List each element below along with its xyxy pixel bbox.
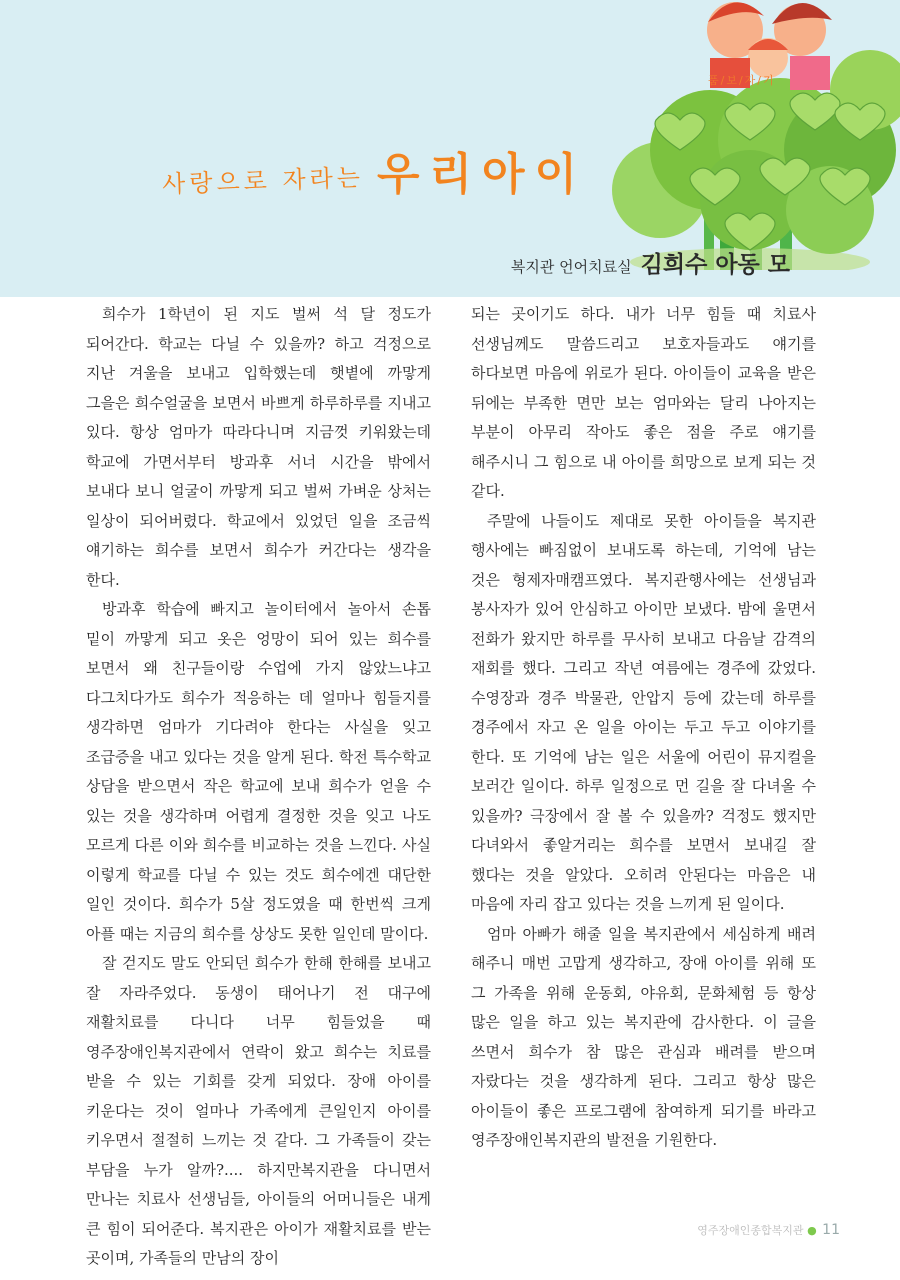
article-title <box>162 138 587 202</box>
paragraph: 주말에 나들이도 제대로 못한 아이들을 복지관 행사에는 빠짐없이 보내도록 하는데, 기억에 남는 것은 형제자매캠프였다. 복지관행사에는 선생님과 봉사자가 있어 안심하고 아이만 보냈다. 밤에 울면서 전화가 왔지만 하루를 무사히 보내고 다음날 감격의 재회를 했다. 그리고 작년 여름에는 경주에 갔었다. 수영장과 경주 박물관, 안압지 등에 갔는데 하루를 경주에서 자고 온 일을 아이는 두고 두고 이야기를 한다. 또 기억에 남는 일은 서울에 어린이 뮤지컬을 보러간 일이다. 하루 일정으로 먼 길을 잘 다녀올 수 있을까? 극장에서 잘 볼 수 있을까? 걱정도 했지만 다녀와서 좋알거리는 희수를 보면서 보내길 잘 했다는 것을 알았다. 오히려 안된다는 마음은 내 마음에 자리 잡고 있다는 것을 느끼게 된 일이다. <box>471 511 816 913</box>
family-tree-illustration <box>600 0 900 270</box>
publication-name: 영주장애인종합복지관 <box>697 1224 804 1237</box>
title-subtitle: 사랑으로 자라는 <box>161 163 365 199</box>
paragraph: 잘 걷지도 말도 안되던 희수가 한해 한해를 보내고 잘 자라주었다. 동생이 태어나기 전 대구에 재활치료를 다니다 너무 힘들었을 때 영주장애인복지관에서 연락이 왔고 희수는 치료를 받을 수 있는 기회를 갖게 되었다. 장애 아이를 키운다는 것이 얼마나 가족에게 큰일인지 아이를 키우면서 절절히 느끼는 것 같다. 그 가족들이 갖는 부담을 누가 알까?.... 하지만복지관을 다니면서 만나는 치료사 선생님들, 아이들의 어머니들은 내게 큰 힘이 되어준다. 복지관은 아이가 재활치료를 받는 곳이며, 가족들의 만남의 장이 <box>86 954 431 1267</box>
right-column <box>471 300 816 1156</box>
byline <box>511 246 790 279</box>
paragraph: 되는 곳이기도 하다. 내가 너무 힘들 때 치료사 선생님께도 말씀드리고 보호자들과도 얘기를 하다보면 마음에 위로가 된다. 아이들이 교육을 받은 뒤에는 부족한 면만 보는 엄마와는 달리 나아지는 부분이 아무리 작아도 좋은 점을 주로 얘기를 해주시니 그 힘으로 내 아이를 희망으로 보게 되는 것 같다. <box>471 305 816 500</box>
page-footer <box>697 1222 840 1238</box>
left-column <box>86 300 431 1274</box>
section-tag: 품/보/자/기 <box>708 74 776 87</box>
paragraph: 희수가 1학년이 된 지도 벌써 석 달 정도가 되어간다. 학교는 다닐 수 있을까? 하고 걱정으로 지난 겨울을 보내고 입학했는데 햇볕에 까맣게 그을은 희수얼굴을 보면서 바쁘게 하루하루를 지내고 있다. 항상 엄마가 따라다니며 지금껏 키워왔는데 학교에 가면서부터 방과후 서너 시간을 밖에서 보내다 보니 얼굴이 까맣게 되고 벌써 가벼운 상처는 일상이 되어버렸다. 학교에서 있었던 일을 조금씩 얘기하는 희수를 보면서 희수가 커간다는 생각을 한다. <box>86 305 431 589</box>
author-affiliation: 복지관 언어치료실 <box>510 258 632 276</box>
paragraph: 엄마 아빠가 해줄 일을 복지관에서 세심하게 배려 해주니 매번 고맙게 생각하고, 장애 아이를 위해 또 그 가족을 위해 운동회, 야유회, 문화체험 등 항상 많은 일을 하고 있는 복지관에 감사한다. 이 글을 쓰면서 희수가 참 많은 관심과 배려를 받으며 자랐다는 것을 생각하게 된다. 그리고 항상 많은 아이들이 좋은 프로그램에 참여하게 되기를 바라고 영주장애인복지관의 발전을 기원한다. <box>471 924 816 1149</box>
header-band <box>0 0 900 297</box>
bullet-dot-icon: ● <box>807 1224 817 1237</box>
page-number: 11 <box>822 1222 840 1238</box>
title-main: 우리아이 <box>377 149 588 200</box>
paragraph: 방과후 학습에 빠지고 놀이터에서 놀아서 손톱 밑이 까맣게 되고 옷은 엉망이 되어 있는 희수를 보면서 왜 친구들이랑 수업에 가지 않았느냐고 다그치다가도 희수가 적응하는 데 얼마나 힘들지를 생각하면 엄마가 기다려야 한다는 사실을 잊고 조급증을 내고 있다는 것을 알게 된다. 학전 특수학교 상담을 받으면서 작은 학교에 보내 희수가 얻을 수 있는 것을 생각하며 어렵게 결정한 것을 잊고 나도 모르게 다른 이와 희수를 비교하는 것을 느낀다. 사실 이렇게 학교를 다닐 수 있는 것도 희수에겐 대단한 일인 것이다. 희수가 5살 정도였을 때 한번씩 크게 아플 때는 지금의 희수를 상상도 못한 일인데 말이다. <box>86 600 431 943</box>
author-name: 김희수 아동 모 <box>640 251 790 278</box>
